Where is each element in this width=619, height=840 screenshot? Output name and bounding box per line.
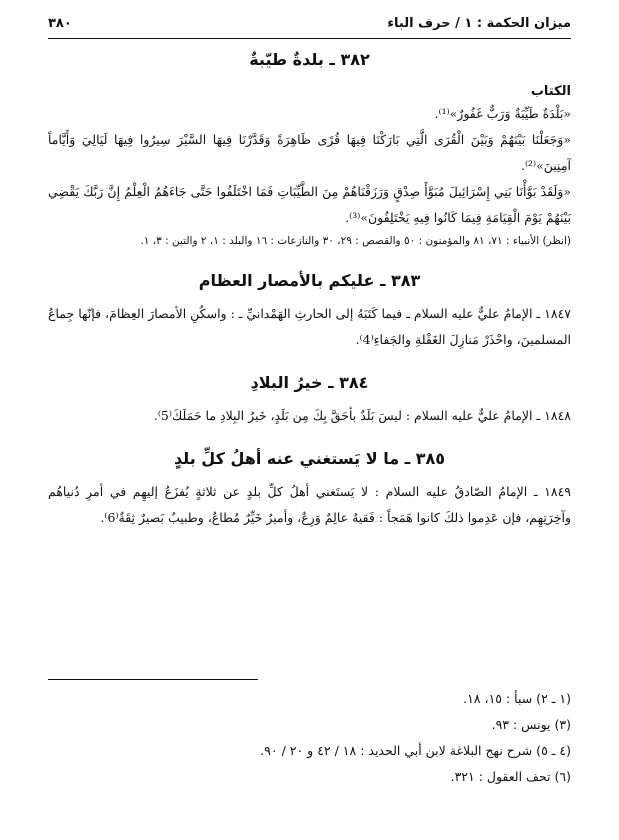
running-title: ميزان الحكمة : ١ / حرف الباء: [387, 15, 571, 31]
section-title: ٣٨٣ ـ عليكم بالأمصار العظام: [198, 271, 421, 290]
section-title: ٣٨٤ ـ خيرُ البلادِ: [250, 373, 369, 392]
cross-reference: (انظر) الأنبياء : ٧١، ٨١ والمؤمنون : ٥٠ والقصص : ٢٩، ٣٠ والنازعات : ١٦ والبلد : ١، ٢ والتين : ٣، ١.: [140, 235, 571, 247]
section-385: [48, 445, 571, 531]
footnote-divider: [48, 679, 258, 680]
hadith-paragraph: ١٨٤٨ ـ الإمامُ عليٌّ عليه السلام : ليسَ بَلَدٌ بأحَقَّ بِكَ مِن بَلَدٍ، خَيرُ البِلادِ ما حَمَلَكَ⁽5⁾.: [153, 408, 571, 423]
section-383: [48, 267, 571, 353]
footnote: (٣) يونس : ٩٣.: [491, 717, 571, 732]
section-title: ٣٨٥ ـ ما لا يَستغني عنه أهلُ كلِّ بلدٍ: [173, 449, 446, 468]
quran-verse: «وَجَعَلْنَا بَيْنَهُمْ وَبَيْنَ الْقُرَى الَّتِي بَارَكْنَا فِيهَا قُرًى ظَاهِرَةً وَقَدَّرْنَا فِيهَا السَّيْرَ سِيرُوا فِيهَا لَيَالِيَ وَأَيَّاماً آمِنِينَ»⁽²⁾.: [48, 132, 571, 173]
page-body: [48, 46, 571, 531]
hadith-paragraph: ١٨٤٩ ـ الإمامُ الصّادقُ عليه السلام : لا يَستَغني أهلُ كلِّ بلدٍ عن ثلاثةٍ يُفزَعُ إليهِم في أمرِ دُنياهُم وآخِرَتِهِم، فإن عَدِموا ذلكَ كانوا هَمَجاً : فَقيهٌ عالِمٌ وَرِعٌ، وأميرٌ خَيِّرٌ مُطاعٌ، وطبيبٌ بَصيرٌ ثِقَةٌ⁽6⁾.: [48, 484, 571, 525]
footnotes: [48, 686, 571, 790]
hadith-paragraph: ١٨٤٧ ـ الإمامُ عليٌّ عليه السلام ـ فيما كَتَبَهُ إلى الحارثِ الهَمْدانيِّ ـ : واسكُنِ الأمصارَ العِظامَ، فإنّها جِماعُ المسلمينَ، واحْذَرْ مَنازِلَ الغَفْلةِ والجَفاءِ⁽4⁾.: [48, 306, 571, 347]
section-subheading: الكتاب: [530, 84, 571, 99]
section-384: [48, 369, 571, 429]
section-382: [48, 46, 571, 251]
footnote: (٤ ـ ٥) شرح نهج البلاغة لابن أبي الحديد : ١٨ / ٤٢ و ٢٠ / ٩٠.: [260, 743, 571, 758]
page-number: ٣٨٠: [48, 15, 72, 31]
header-divider: [48, 38, 571, 39]
footnote: (٦) تحف العقول : ٣٢١.: [450, 769, 571, 784]
page-header: [48, 10, 571, 36]
quran-verse: «وَلَقَدْ بَوَّأْنَا بَنِي إِسْرَائِيلَ مُبَوَّأَ صِدْقٍ وَرَزَقْنَاهُمْ مِنَ الطَّيِّبَاتِ فَمَا اخْتَلَفُوا حَتَّى جَاءَهُمُ الْعِلْمُ إِنَّ رَبَّكَ يَقْضِي بَيْنَهُمْ يَوْمَ الْقِيَامَةِ فِيمَا كَانُوا فِيهِ يَخْتَلِفُونَ»⁽³⁾.: [48, 184, 571, 225]
quran-verse: «بَلْدَةٌ طَيِّبَةٌ وَرَبٌّ غَفُورٌ»⁽¹⁾.: [434, 106, 571, 121]
footnote: (١ ـ ٢) سبأ : ١٥، ١٨.: [463, 691, 571, 706]
section-title: ٣٨٢ ـ بلدةٌ طيّبةٌ: [249, 50, 370, 69]
